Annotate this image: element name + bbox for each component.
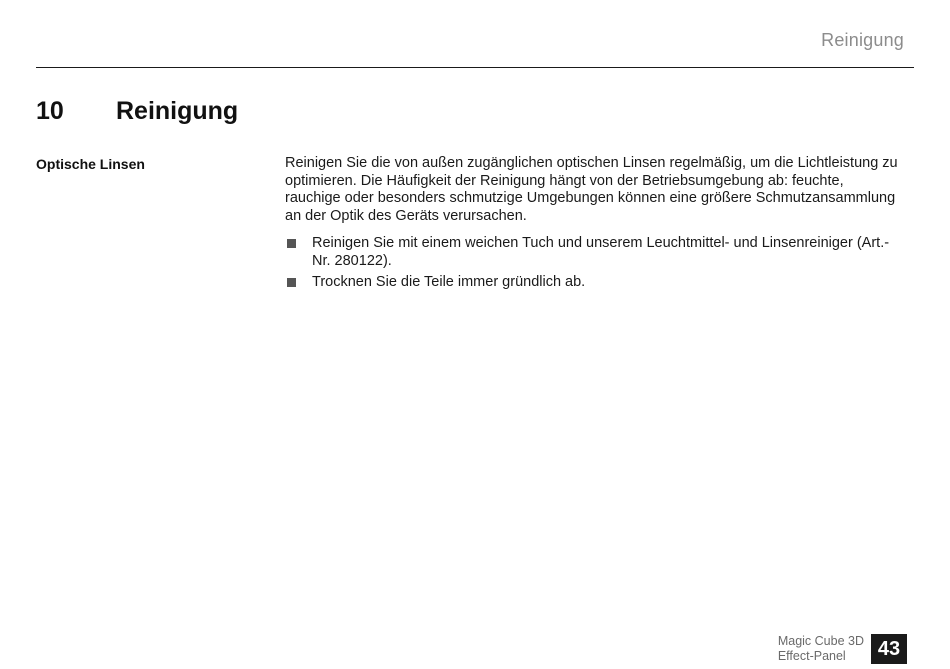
list-item — [285, 274, 900, 292]
footer-product-line1: Magic Cube 3D — [777, 634, 864, 648]
chapter-title: Reinigung — [116, 97, 239, 125]
chapter-number: 10 — [36, 97, 64, 125]
chapter-heading — [36, 97, 238, 126]
square-bullet-icon — [287, 278, 296, 287]
footer-product-name — [778, 634, 864, 664]
bullet-list — [285, 235, 900, 292]
section-content — [285, 155, 900, 296]
list-item-text: Trocknen Sie die Teile immer gründlich ab. — [312, 274, 586, 290]
running-header-title: Reinigung — [821, 30, 904, 50]
page-number-badge: 43 — [871, 634, 907, 664]
section-label: Optische Linsen — [36, 156, 145, 172]
header-divider — [36, 67, 914, 68]
section-paragraph: Reinigen Sie die von außen zugänglichen optischen Linsen regelmäßig, um die Lichtleistung zu optimieren. Die Häufigkeit der Reinigung hängt von der Betriebsumgebung ab: feuchte, rauchige oder besonders schmutzige Umgebungen können eine größere Schmutzansammlung an der Optik des Geräts verursachen. — [285, 155, 898, 224]
list-item — [285, 235, 900, 270]
square-bullet-icon — [287, 239, 296, 248]
footer-product-line2: Effect-Panel — [777, 649, 846, 663]
list-item-text: Reinigen Sie mit einem weichen Tuch und unserem Leuchtmittel- und Linsenreiniger (Art.-Nr. 280122). — [312, 235, 890, 269]
